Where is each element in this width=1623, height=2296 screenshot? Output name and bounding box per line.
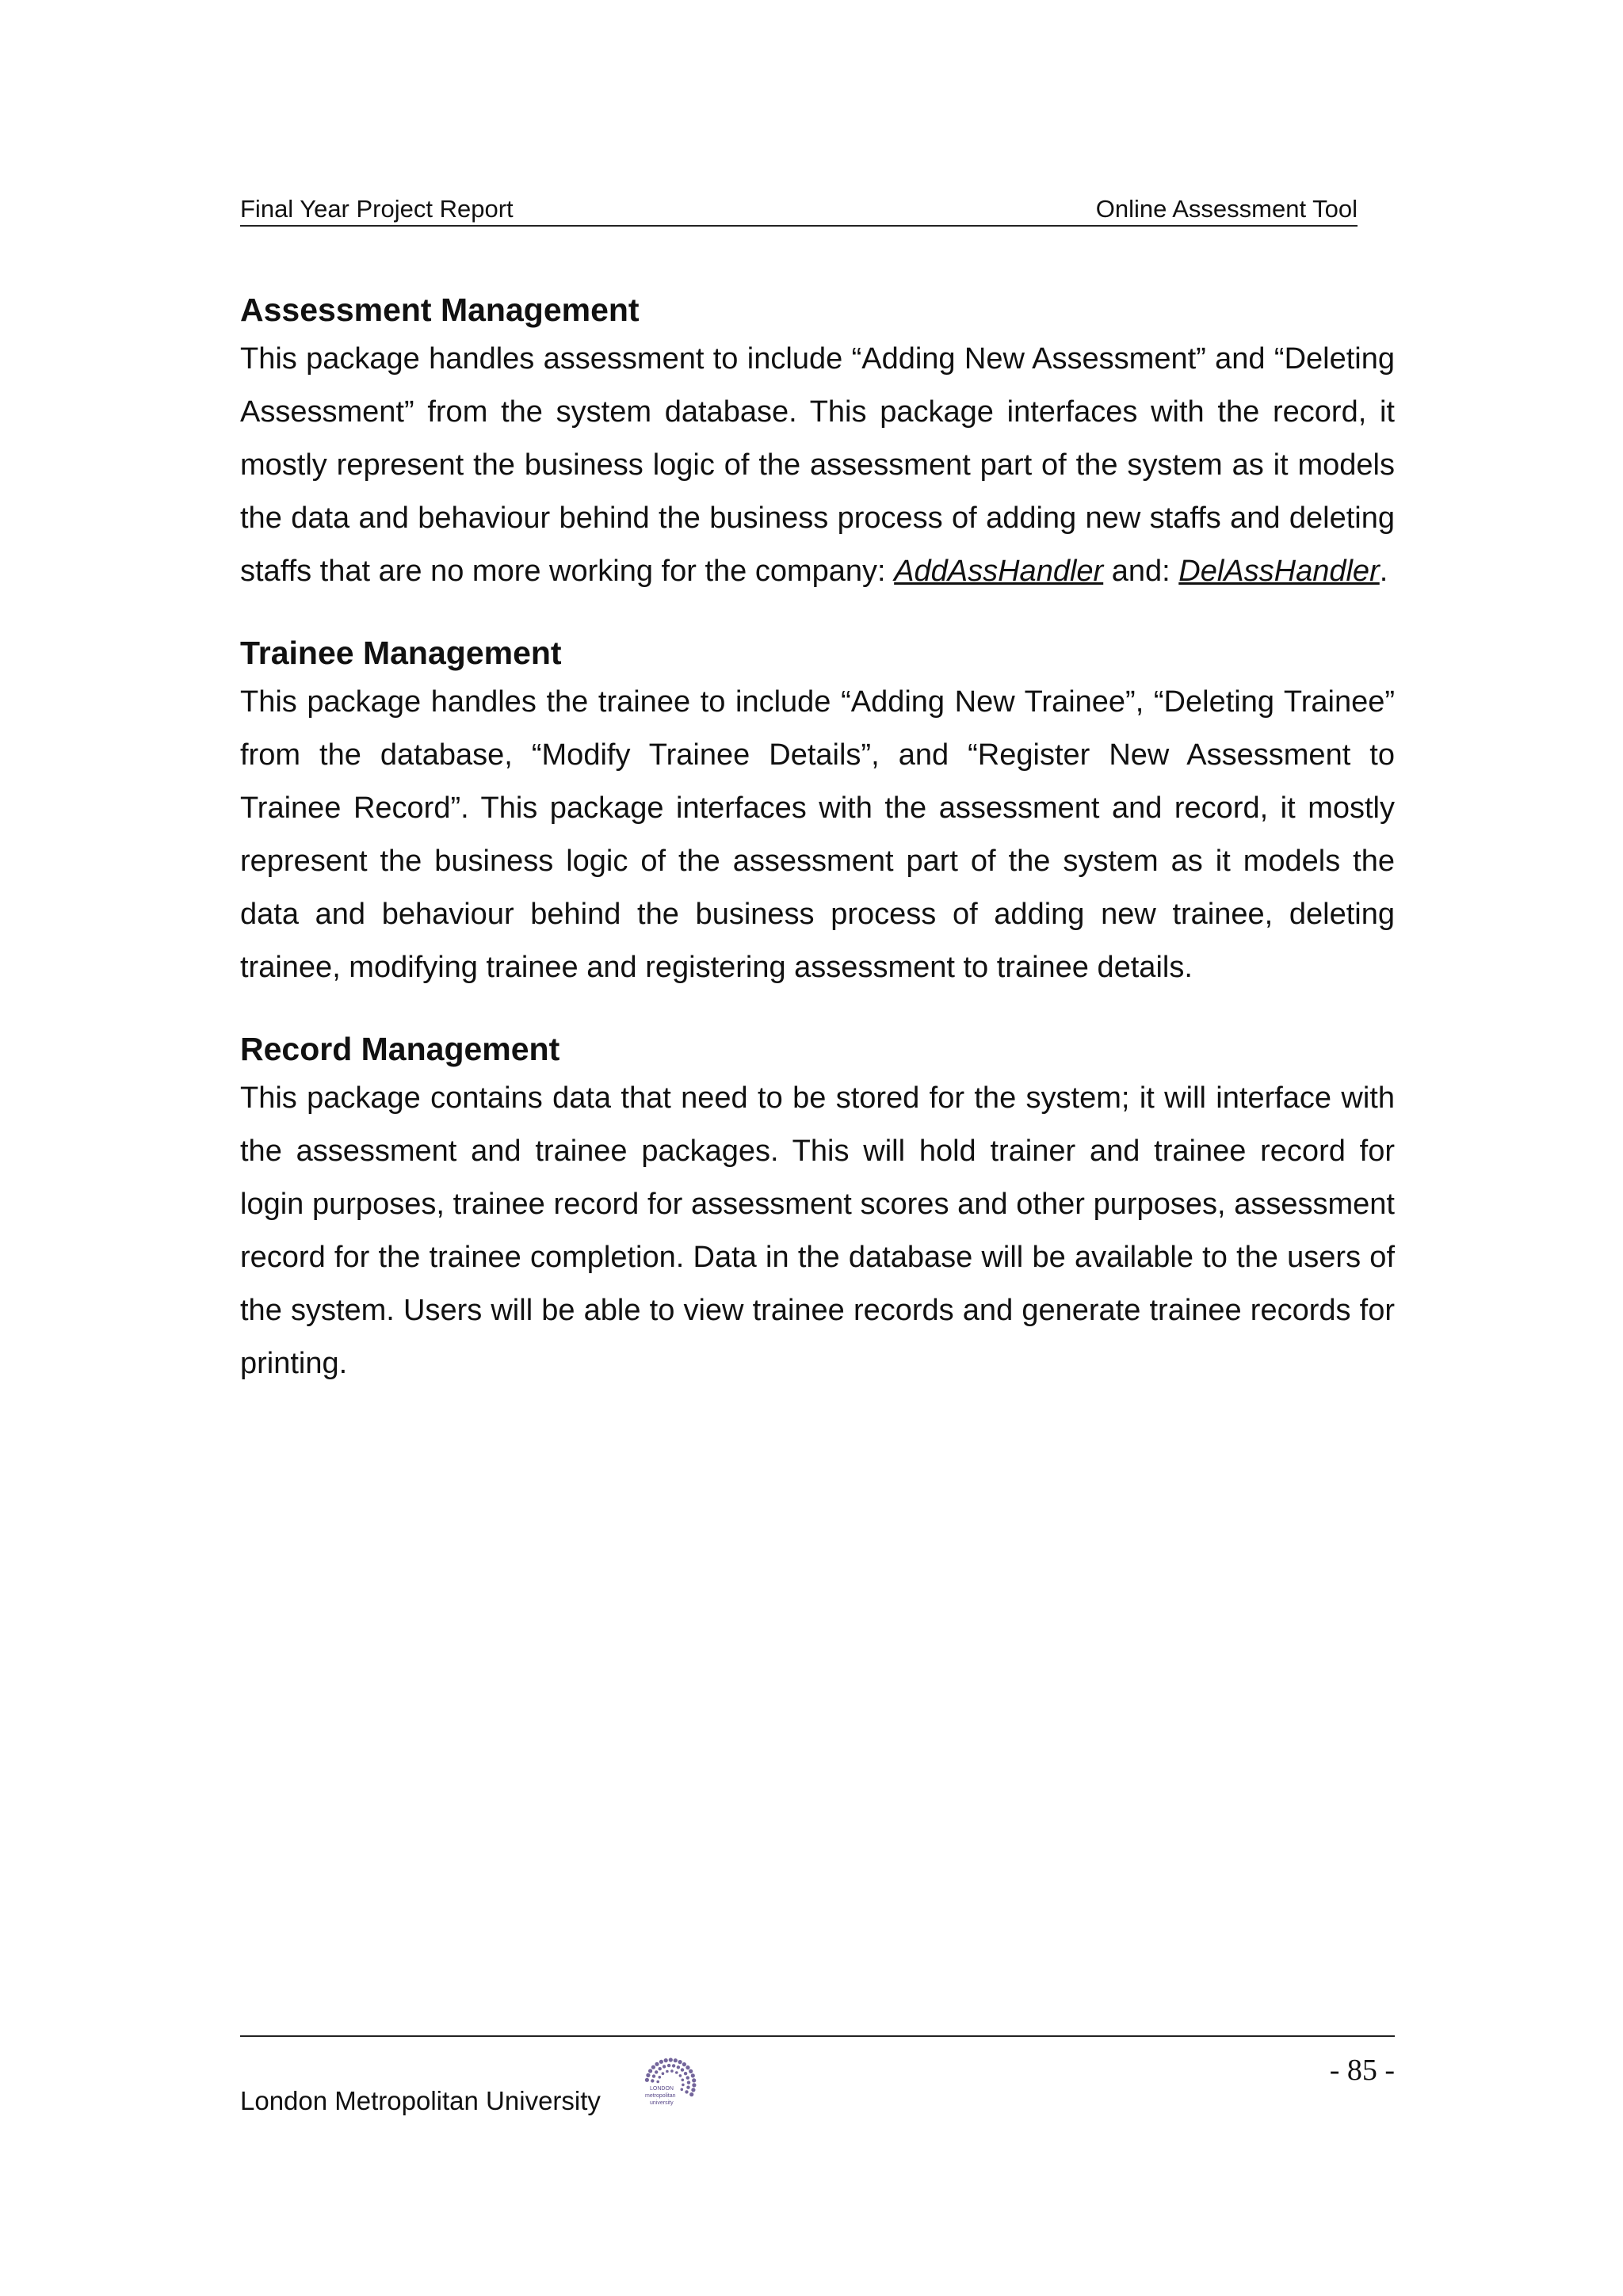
logo-dot xyxy=(685,2090,688,2093)
page-number: - 85 - xyxy=(1329,2054,1395,2087)
logo-dot xyxy=(681,2068,684,2071)
logo-text: LONDON xyxy=(650,2086,674,2092)
logo-dot xyxy=(692,2078,696,2082)
logo-dot xyxy=(670,2069,674,2073)
paragraph-ending: . xyxy=(1379,555,1388,588)
page-header xyxy=(240,193,1358,227)
logo-dot xyxy=(662,2072,665,2075)
section-record-management xyxy=(240,1026,1395,1390)
logo-dot xyxy=(692,2083,696,2087)
logo-dot xyxy=(652,2074,655,2077)
logo-dot xyxy=(659,2076,662,2079)
logo-dot xyxy=(681,2088,684,2092)
logo-dot xyxy=(659,2060,663,2064)
add-ass-handler-reference: AddAssHandler xyxy=(894,555,1104,588)
university-logo-icon xyxy=(615,2055,702,2111)
logo-dot xyxy=(659,2067,662,2070)
logo-dot xyxy=(674,2058,678,2062)
footer-divider xyxy=(240,2035,1395,2037)
logo-dot xyxy=(684,2072,687,2075)
logo-dot xyxy=(655,2070,658,2073)
header-report-title: Final Year Project Report xyxy=(240,195,514,223)
logo-dot xyxy=(666,2070,669,2073)
logo-dot xyxy=(677,2065,680,2069)
document-body xyxy=(240,287,1395,1422)
logo-dot xyxy=(691,2073,695,2077)
logo-dot xyxy=(651,2065,655,2069)
logo-dot xyxy=(664,2058,668,2062)
logo-dot xyxy=(682,2079,685,2082)
logo-dot xyxy=(669,2058,673,2061)
section-assessment-management xyxy=(240,287,1395,598)
paragraph-connector: and: xyxy=(1103,555,1179,588)
logo-dot xyxy=(682,2062,686,2066)
logo-dot xyxy=(682,2084,685,2087)
logo-dot xyxy=(672,2064,675,2067)
section-heading: Assessment Management xyxy=(240,292,640,328)
logo-dot xyxy=(656,2081,659,2084)
logo-dot xyxy=(685,2065,689,2069)
logo-dot xyxy=(679,2074,682,2077)
logo-dot xyxy=(686,2076,689,2079)
logo-dot xyxy=(678,2060,682,2064)
section-paragraph: This package handles the trainee to include “Adding New Trainee”, “Deleting Trainee” from the database, “Modify Trainee Details”, and “Register New Assessment to Trainee Record”. This package interfaces with the assessment and record, it mostly represent the business logic of the assessment part of the system as it models the data and behaviour behind the business process of adding new trainee, deleting trainee, modifying trainee and registering assessment to trainee details. xyxy=(240,685,1395,984)
section-paragraph xyxy=(240,333,1395,598)
logo-dot xyxy=(691,2088,695,2092)
logo-dot xyxy=(675,2071,678,2074)
logo-dot xyxy=(646,2073,650,2077)
logo-dot xyxy=(655,2062,659,2066)
logo-dot xyxy=(687,2081,690,2084)
logo-dot xyxy=(645,2078,649,2082)
logo-dot xyxy=(686,2086,689,2089)
header-project-title: Online Assessment Tool xyxy=(1095,195,1358,223)
section-heading: Trainee Management xyxy=(240,635,562,671)
logo-dot xyxy=(667,2064,670,2067)
logo-dot xyxy=(663,2065,666,2068)
logo-text: university xyxy=(650,2100,674,2106)
logo-dot xyxy=(651,2079,654,2082)
section-heading: Record Management xyxy=(240,1031,560,1067)
logo-dot xyxy=(689,2069,693,2073)
del-ass-handler-reference: DelAssHandler xyxy=(1178,555,1380,588)
logo-dot xyxy=(689,2092,693,2096)
logo-text: metropolitan xyxy=(645,2093,676,2099)
logo-dot xyxy=(648,2069,652,2073)
footer-university-name: London Metropolitan University xyxy=(240,2086,601,2115)
section-paragraph: This package contains data that need to be stored for the system; it will interface with the assessment and trainee packages. This will hold trainer and trainee record for login purposes, trainee record for assessment scores and other purposes, assessment record for the trainee completion. Data in the database will be available to the users of the system. Users will be able to view trainee records and generate trainee records for printing. xyxy=(240,1081,1395,1380)
paragraph-text: This package handles assessment to include “Adding New Assessment” and “Deleting Assessment” from the system database. This package interfaces with the record, it mostly represent the business logic of the assessment part of the system as it models the data and behaviour behind the business process of adding new staffs and deleting staffs that are no more working for the company: xyxy=(240,342,1395,588)
section-trainee-management xyxy=(240,630,1395,994)
